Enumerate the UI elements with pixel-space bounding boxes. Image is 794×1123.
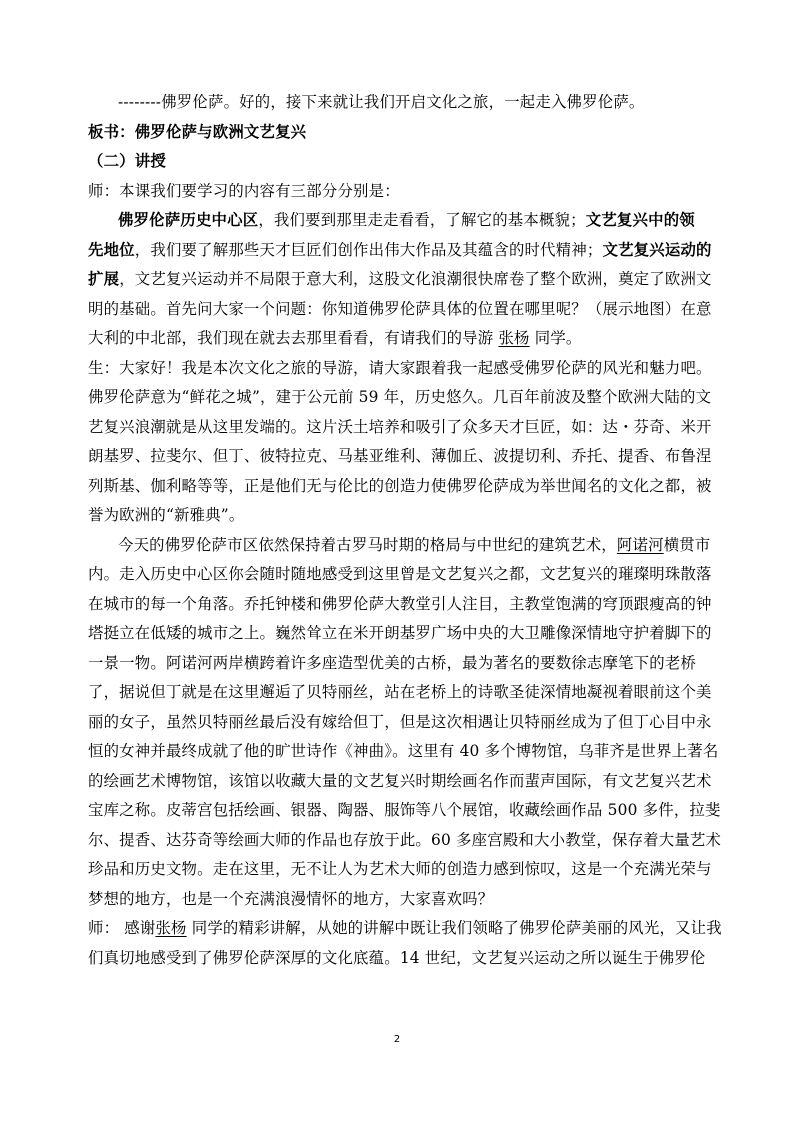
text-line: 誉为欧洲的“新雅典”。 xyxy=(88,506,245,524)
text-line xyxy=(88,206,728,236)
text-line: 梦想的地方，也是一个充满浪漫情怀的地方，大家喜欢吗？ xyxy=(88,889,494,908)
text-line: --------佛罗伦萨。好的，接下来就让我们开启文化之旅，一起走入佛罗伦萨。 xyxy=(118,93,645,111)
topic-2-cont: 先地位 xyxy=(88,240,135,259)
text-span: 大利的中北部，我们现在就去去那里看看，有请我们的导游 xyxy=(88,329,499,347)
topic-2: 文艺复兴中的领 xyxy=(585,211,695,229)
guide-name: 张杨 xyxy=(498,329,530,347)
page-content xyxy=(88,88,728,973)
arno-river: 阿诺河 xyxy=(616,535,664,554)
text-line: 恒的女神并最终成就了他的旷世诗作《神曲》。这里有 40 多个博物馆，乌菲齐是世界上著名 xyxy=(88,742,719,760)
text-span: 横贯市 xyxy=(663,535,711,554)
text-span: 同学。 xyxy=(529,329,582,347)
text-line: 的绘画艺术博物馆，该馆以收藏大量的文艺复兴时期绘画名作而蜚声国际，有文艺复兴艺术 xyxy=(88,771,712,790)
topic-1: 佛罗伦萨历史中心区 xyxy=(118,211,259,229)
text-span: 同学的精彩讲解，从她的讲解中既让我们领略了佛罗伦萨美丽的风光，又让我 xyxy=(186,919,722,937)
text-line: 丽的女子，虽然贝特丽丝最后没有嫁给但丁，但是这次相遇让贝特丽丝成为了但丁心目中永 xyxy=(88,712,712,731)
text-line: 朗基罗、拉斐尔、但丁、彼特拉克、马基亚维利、薄伽丘、波提切利、乔托、提香、布鲁涅 xyxy=(88,447,712,465)
text-span: 师： 感谢 xyxy=(88,919,156,937)
text-line: 列斯基、伽利略等等，正是他们无与伦比的创造力使佛罗伦萨成为举世闻名的文化之都，被 xyxy=(88,476,712,495)
text-line: 佛罗伦萨意为“鲜花之城”，建于公元前 59 年，历史悠久。几百年前波及整个欧洲大陆的文 xyxy=(88,388,712,406)
text-line xyxy=(88,265,728,295)
text-line xyxy=(88,324,728,354)
text-line: 珍品和历史文物。走在这里，无不让人为艺术大师的创造力感到惊叹，这是一个充满光荣与 xyxy=(88,860,712,878)
topic-3: 文艺复兴运动的 xyxy=(602,240,712,259)
text-line: 师：本课我们要学习的内容有三部分分别是： xyxy=(88,181,400,200)
text-line: 了，据说但丁就是在这里邂逅了贝特丽丝，站在老桥上的诗歌圣徒深情地凝视着眼前这个美 xyxy=(88,683,712,701)
text-line: 明的基础。首先问大家一个问题：你知道佛罗伦萨具体的位置在哪里呢？（展示地图）在意 xyxy=(88,299,712,318)
text-line: 塔挺立在低矮的城市之上。巍然耸立在米开朗基罗广场中央的大卫雕像深情地守护着脚下的 xyxy=(88,624,712,642)
text-line: 生：大家好！我是本次文化之旅的导游，请大家跟着我一起感受佛罗伦萨的风光和魅力吧。 xyxy=(88,358,712,377)
page-number: 2 xyxy=(393,1034,401,1045)
text-line: 们真切地感受到了佛罗伦萨深厚的文化底蕴。14 世纪，文艺复兴运动之所以诞生于佛罗伦 xyxy=(88,948,706,967)
text-span: ，文艺复兴运动并不局限于意大利，这股文化浪潮很快席卷了整个欧洲，奠定了欧洲文 xyxy=(119,270,712,288)
text-line: 宝库之称。皮蒂宫包括绘画、银器、陶器、服饰等八个展馆，收藏绘画作品 500 多件，拉斐 xyxy=(88,801,721,819)
text-line: 一景一物。阿诺河两岸横跨着许多座造型优美的古桥，最为著名的要数徐志摩笔下的老桥 xyxy=(88,653,697,672)
guide-name: 张杨 xyxy=(155,919,187,937)
blackboard-heading: 板书：佛罗伦萨与欧洲文艺复兴 xyxy=(88,122,307,141)
text-line: 艺复兴浪潮就是从这里发端的。这片沃土培养和吸引了众多天才巨匠，如：达・芬奇、米开 xyxy=(88,417,712,436)
text-span: 今天的佛罗伦萨市区依然保持着古罗马时期的格局与中世纪的建筑艺术， xyxy=(118,535,617,554)
text-line: 在城市的每一个角落。乔托钟楼和佛罗伦萨大教堂引人注目，主教堂饱满的穹顶跟瘦高的钟 xyxy=(88,594,712,613)
text-line: 内。走入历史中心区你会随时随地感受到这里曾是文艺复兴之都，文艺复兴的璀璨明珠散落 xyxy=(88,565,712,583)
text-span: ，我们要到那里走走看看，了解它的基本概貌； xyxy=(258,211,586,229)
topic-3-cont: 扩展 xyxy=(88,270,120,288)
text-line xyxy=(88,914,728,944)
text-line: 尔、提香、达芬奇等绘画大师的作品也存放于此。60 多座宫殿和大小教堂，保存着大量艺术 xyxy=(88,830,722,849)
text-line xyxy=(88,236,728,266)
section-heading: （二）讲授 xyxy=(88,152,166,170)
text-span: ，我们要了解那些天才巨匠们创作出伟大作品及其蕴含的时代精神； xyxy=(134,240,603,259)
text-line xyxy=(88,531,728,561)
